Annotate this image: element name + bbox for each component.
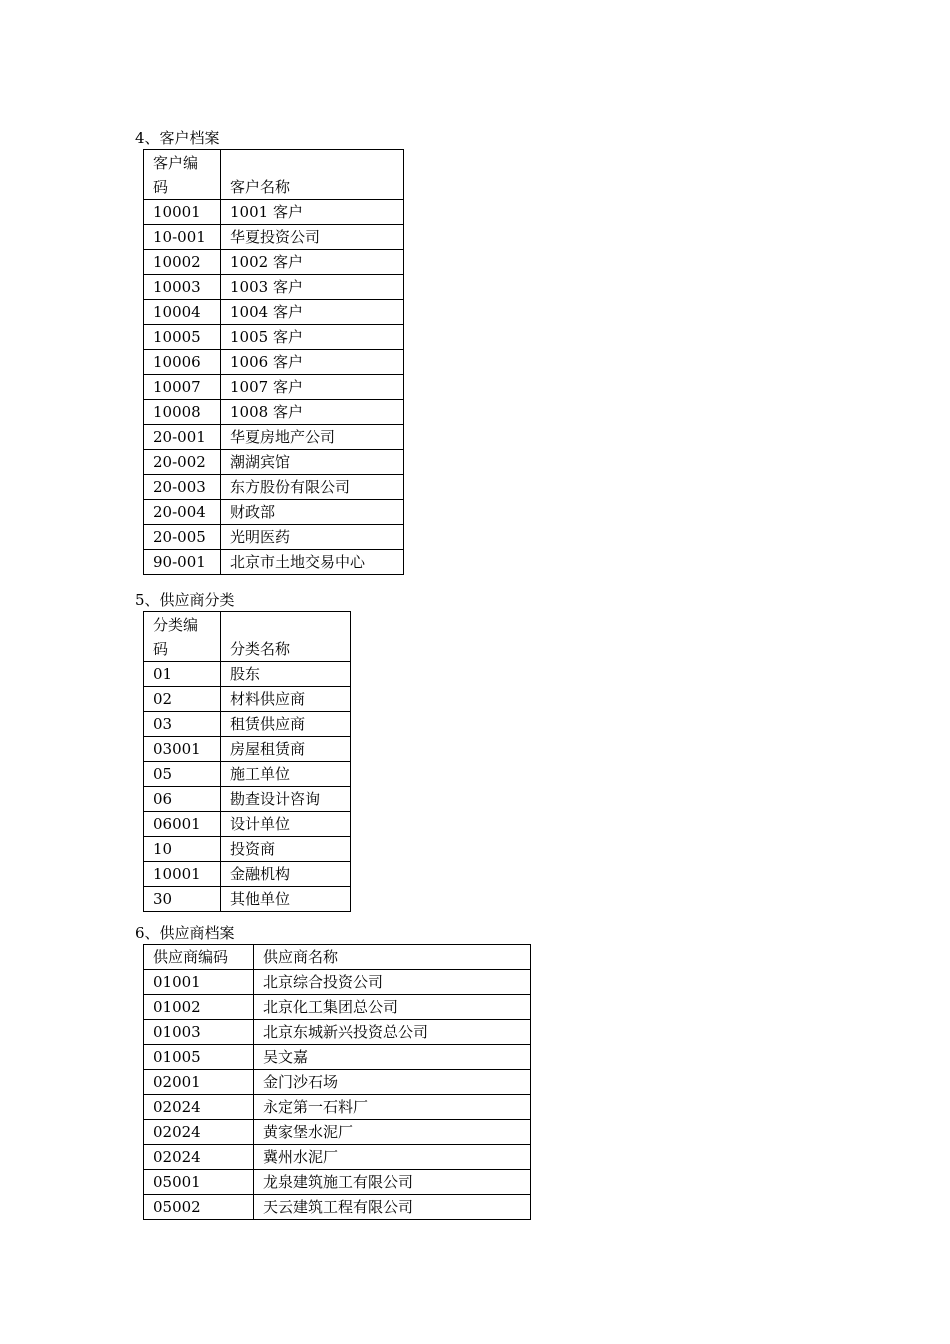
header-supplier-name: 供应商名称 [254,945,531,970]
cell-name: 黄家堡水泥厂 [254,1120,531,1145]
cell-code: 20-005 [144,525,221,550]
cell-code: 02024 [144,1120,254,1145]
table-row [144,970,531,995]
cell-name: 1006 客户 [221,350,404,375]
cell-code: 10006 [144,350,221,375]
cell-code: 02024 [144,1095,254,1120]
cell-name: 1007 客户 [221,375,404,400]
cell-name: 设计单位 [221,812,351,837]
table-row [144,250,404,275]
cell-code: 01003 [144,1020,254,1045]
cell-name: 材料供应商 [221,687,351,712]
cell-name: 冀州水泥厂 [254,1145,531,1170]
table-row [144,1045,531,1070]
cell-name: 财政部 [221,500,404,525]
cell-code: 90-001 [144,550,221,575]
header-category-code [144,612,221,662]
cell-code: 05 [144,762,221,787]
table-row [144,887,351,912]
cell-code: 02024 [144,1145,254,1170]
table-row [144,1095,531,1120]
header-supplier-code: 供应商编码 [144,945,254,970]
table-row [144,275,404,300]
cell-name: 永定第一石料厂 [254,1095,531,1120]
header-category-name [221,612,351,662]
cell-code: 20-001 [144,425,221,450]
cell-name: 投资商 [221,837,351,862]
cell-code: 03001 [144,737,221,762]
table-header-row [144,150,404,200]
table-row [144,687,351,712]
table-row [144,300,404,325]
table-row [144,425,404,450]
cell-name: 施工单位 [221,762,351,787]
cell-code: 05001 [144,1170,254,1195]
table-row [144,550,404,575]
cell-code: 02001 [144,1070,254,1095]
table-row [144,350,404,375]
cell-name: 1005 客户 [221,325,404,350]
table-row [144,450,404,475]
cell-name: 1001 客户 [221,200,404,225]
cell-code: 30 [144,887,221,912]
header-line: 分类编 [153,615,199,634]
cell-name: 1008 客户 [221,400,404,425]
table-row [144,500,404,525]
cell-name: 华夏投资公司 [221,225,404,250]
cell-code: 20-002 [144,450,221,475]
table-row [144,1170,531,1195]
table-row [144,787,351,812]
table-row [144,475,404,500]
cell-name: 天云建筑工程有限公司 [254,1195,531,1220]
table-row [144,737,351,762]
cell-name: 东方股份有限公司 [221,475,404,500]
cell-name: 北京市土地交易中心 [221,550,404,575]
table-row [144,1020,531,1045]
header-line: 码 [153,639,169,658]
table-row [144,1195,531,1220]
cell-name: 租赁供应商 [221,712,351,737]
cell-name: 北京综合投资公司 [254,970,531,995]
cell-name: 其他单位 [221,887,351,912]
cell-code: 03 [144,712,221,737]
cell-name: 潮湖宾馆 [221,450,404,475]
cell-name: 吴文嘉 [254,1045,531,1070]
cell-name: 房屋租赁商 [221,737,351,762]
table-row [144,375,404,400]
cell-name: 龙泉建筑施工有限公司 [254,1170,531,1195]
cell-code: 10-001 [144,225,221,250]
cell-code: 01002 [144,995,254,1020]
header-customer-code [144,150,221,200]
cell-name: 北京东城新兴投资总公司 [254,1020,531,1045]
header-line: 码 [153,177,169,196]
header-label: 客户名称 [230,178,291,196]
table-row [144,400,404,425]
cell-name: 股东 [221,662,351,687]
table-row [144,1120,531,1145]
section-title-suppliers: 6、供应商档案 [135,924,235,942]
cell-code: 10008 [144,400,221,425]
cell-code: 10007 [144,375,221,400]
cell-name: 勘查设计咨询 [221,787,351,812]
section-title-customers: 4、客户档案 [135,129,220,147]
cell-name: 光明医药 [221,525,404,550]
cell-code: 01001 [144,970,254,995]
customers-table [143,149,404,575]
cell-code: 06 [144,787,221,812]
table-row [144,1145,531,1170]
cell-name: 金融机构 [221,862,351,887]
header-customer-name [221,150,404,200]
table-row [144,200,404,225]
table-row [144,812,351,837]
cell-code: 01 [144,662,221,687]
header-line: 客户编 [153,153,199,172]
table-row [144,525,404,550]
cell-name: 1003 客户 [221,275,404,300]
cell-code: 06001 [144,812,221,837]
table-row [144,225,404,250]
table-row [144,762,351,787]
table-row [144,662,351,687]
cell-code: 10002 [144,250,221,275]
section-title-supplier-categories: 5、供应商分类 [135,591,235,609]
cell-code: 10001 [144,862,221,887]
cell-code: 20-003 [144,475,221,500]
cell-code: 10004 [144,300,221,325]
table-row [144,325,404,350]
cell-code: 10 [144,837,221,862]
table-header-row [144,612,351,662]
cell-code: 01005 [144,1045,254,1070]
header-label: 分类名称 [230,640,291,658]
table-header-row [144,945,531,970]
cell-name: 1004 客户 [221,300,404,325]
cell-code: 20-004 [144,500,221,525]
suppliers-table [143,944,531,1220]
cell-code: 10001 [144,200,221,225]
table-row [144,1070,531,1095]
table-row [144,712,351,737]
cell-name: 金门沙石场 [254,1070,531,1095]
table-row [144,862,351,887]
cell-code: 05002 [144,1195,254,1220]
table-row [144,995,531,1020]
cell-code: 10005 [144,325,221,350]
cell-code: 10003 [144,275,221,300]
cell-code: 02 [144,687,221,712]
cell-name: 1002 客户 [221,250,404,275]
supplier-categories-table [143,611,351,912]
cell-name: 华夏房地产公司 [221,425,404,450]
table-row [144,837,351,862]
cell-name: 北京化工集团总公司 [254,995,531,1020]
